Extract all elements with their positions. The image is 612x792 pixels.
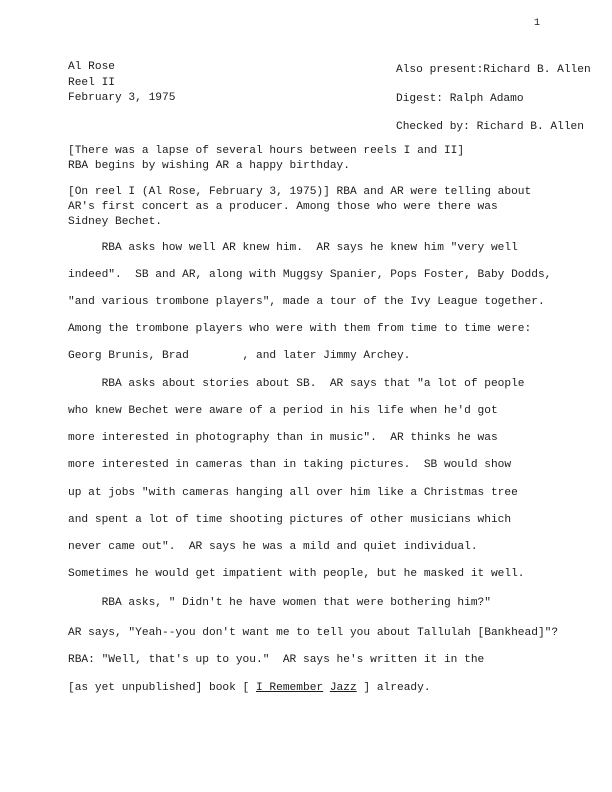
header-name: Al Rose — [68, 61, 115, 73]
body-line: RBA asks how well AR knew him. AR says he knew him "very well — [68, 242, 518, 254]
header-digest: Digest: Ralph Adamo — [396, 93, 524, 105]
book-title-space — [323, 682, 330, 694]
body-line: Georg Brunis, Brad , and later Jimmy Archey. — [68, 350, 411, 362]
body-line: indeed". SB and AR, along with Muggsy Spanier, Pops Foster, Baby Dodds, — [68, 269, 552, 281]
body-line: up at jobs "with cameras hanging all over him like a Christmas tree — [68, 487, 518, 499]
intro-line: [There was a lapse of several hours between reels I and II] — [68, 145, 465, 157]
body-line: RBA asks, " Didn't he have women that were bothering him?" — [68, 597, 491, 609]
body-line: "and various trombone players", made a tour of the Ivy League together. — [68, 296, 545, 308]
body-line: Sometimes he would get impatient with people, but he masked it well. — [68, 568, 525, 580]
intro-line: Sidney Bechet. — [68, 216, 162, 228]
body-line: and spent a lot of time shooting pictures of other musicians which — [68, 514, 512, 526]
intro-line: [On reel I (Al Rose, February 3, 1975)] RBA and AR were telling about — [68, 186, 532, 198]
body-line: AR says, "Yeah--you don't want me to tell you about Tallulah [Bankhead]"? — [68, 627, 559, 639]
header-date: February 3, 1975 — [68, 92, 176, 104]
body-line: RBA: "Well, that's up to you." AR says he's written it in the — [68, 654, 485, 666]
book-title-part-2: Jazz — [329, 682, 357, 694]
intro-line: AR's first concert as a producer. Among those who were there was — [68, 201, 498, 213]
body-line: Among the trombone players who were with them from time to time were: — [68, 323, 532, 335]
header-also-present: Also present:Richard B. Allen — [396, 64, 591, 76]
last-line-before: [as yet unpublished] book [ — [68, 682, 256, 694]
body-line: never came out". AR says he was a mild and quiet individual. — [68, 541, 478, 553]
book-title-part-1: I Remember — [255, 682, 324, 694]
body-line: more interested in photography than in music". AR thinks he was — [68, 432, 498, 444]
body-line: who knew Bechet were aware of a period in his life when he'd got — [68, 405, 498, 417]
header-checked-by: Checked by: Richard B. Allen — [396, 121, 584, 133]
body-line: RBA asks about stories about SB. AR says that "a lot of people — [68, 378, 525, 390]
intro-line: RBA begins by wishing AR a happy birthday. — [68, 160, 350, 172]
page-number: 1 — [534, 18, 541, 29]
body-line: more interested in cameras than in taking pictures. SB would show — [68, 459, 512, 471]
body-line-last — [68, 682, 431, 694]
last-line-after: ] already. — [356, 682, 431, 694]
header-reel: Reel II — [68, 77, 115, 89]
